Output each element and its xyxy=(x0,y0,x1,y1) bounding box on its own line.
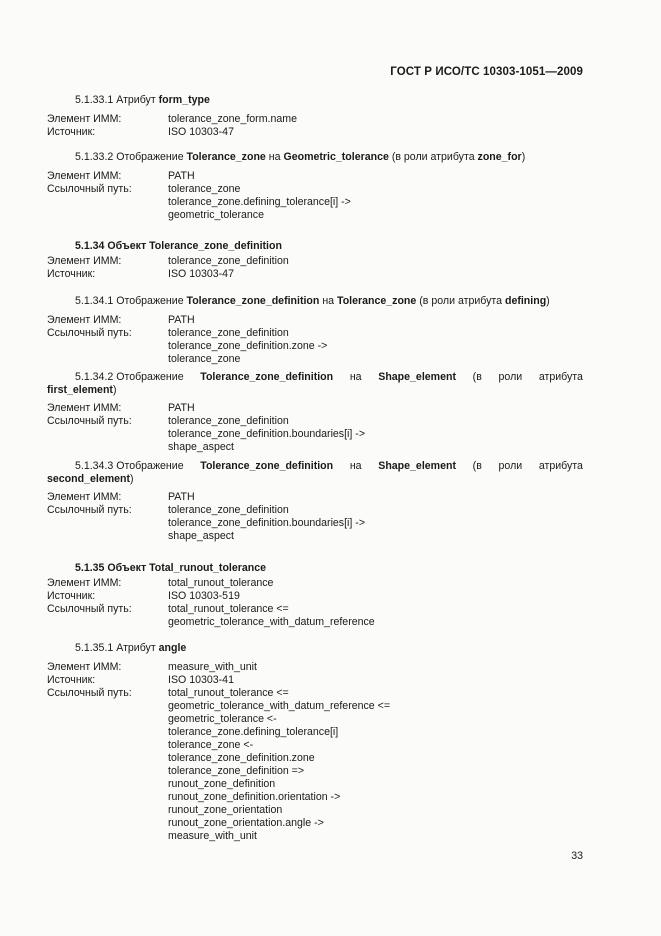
field-value: tolerance_zone.defining_tolerance[i] -> xyxy=(168,196,351,208)
field-label: Элемент ИММ: xyxy=(47,661,122,673)
section-5-1-33-1 xyxy=(47,94,583,139)
heading-text: роли xyxy=(498,371,523,383)
field-value: runout_zone_definition xyxy=(168,778,276,790)
field-row xyxy=(47,255,583,268)
field-label: Элемент ИММ: xyxy=(47,402,122,414)
field-label: Ссылочный путь: xyxy=(47,415,132,427)
field-row xyxy=(47,674,583,687)
heading-text: на xyxy=(349,371,362,383)
heading-text: ) xyxy=(130,473,134,485)
section-5-1-34 xyxy=(47,240,583,281)
heading-text: 5.1.33.1 Атрибут xyxy=(75,94,159,106)
section-heading xyxy=(47,94,583,107)
field-label: Элемент ИММ: xyxy=(47,170,122,182)
heading-attribute: first_element xyxy=(47,384,113,396)
field-label: Источник: xyxy=(47,268,96,280)
field-row xyxy=(47,170,583,183)
field-value: total_runout_tolerance <= xyxy=(168,687,289,699)
field-value: tolerance_zone_definition xyxy=(168,255,289,267)
field-value: total_runout_tolerance <= xyxy=(168,603,289,615)
heading-text: 5.1.34.1 Отображение xyxy=(75,295,187,307)
heading-text: ) xyxy=(546,295,550,307)
heading-entity: Tolerance_zone_definition xyxy=(200,371,334,383)
field-row xyxy=(47,183,583,222)
field-value: PATH xyxy=(168,491,195,503)
field-value: geometric_tolerance <- xyxy=(168,713,277,725)
field-row xyxy=(47,491,583,504)
field-value: geometric_tolerance_with_datum_reference xyxy=(168,616,375,628)
section-heading xyxy=(47,240,583,253)
field-row xyxy=(47,577,583,590)
field-label: Элемент ИММ: xyxy=(47,577,122,589)
heading-entity: angle xyxy=(158,642,187,654)
field-value: geometric_tolerance xyxy=(168,209,264,221)
field-row xyxy=(47,415,583,454)
field-row xyxy=(47,268,583,281)
heading-entity: Shape_element xyxy=(378,460,456,472)
field-label: Ссылочный путь: xyxy=(47,183,132,195)
heading-entity: Tolerance_zone xyxy=(186,151,266,163)
heading-attribute: zone_for xyxy=(477,151,522,163)
field-row xyxy=(47,327,583,366)
field-label: Элемент ИММ: xyxy=(47,113,122,125)
section-heading xyxy=(47,295,583,308)
heading-text: 5.1.34.3 Отображение xyxy=(75,460,184,472)
heading-text: на xyxy=(349,460,362,472)
heading-entity: Tolerance_zone_definition xyxy=(186,295,320,307)
heading-text: (в роли атрибута xyxy=(416,295,505,307)
field-value: tolerance_zone_definition xyxy=(168,504,289,516)
field-label: Ссылочный путь: xyxy=(47,504,132,516)
heading-text: (в роли атрибута xyxy=(388,151,478,163)
field-value: tolerance_zone xyxy=(168,183,241,195)
field-label: Ссылочный путь: xyxy=(47,603,132,615)
field-label: Элемент ИММ: xyxy=(47,491,122,503)
field-value: PATH xyxy=(168,170,195,182)
heading-text: 5.1.33.2 Отображение xyxy=(75,151,187,163)
field-value: tolerance_zone_form.name xyxy=(168,113,297,125)
heading-text: атрибута xyxy=(538,460,583,472)
field-value: runout_zone_definition.orientation -> xyxy=(168,791,341,803)
field-row xyxy=(47,687,583,843)
section-5-1-34-3 xyxy=(47,460,583,543)
section-heading xyxy=(47,642,583,655)
heading-text: 5.1.35.1 Атрибут xyxy=(75,642,159,654)
heading-title: 5.1.34 Объект Tolerance_zone_definition xyxy=(75,240,282,252)
heading-text: (в xyxy=(472,460,482,472)
field-value: shape_aspect xyxy=(168,530,234,542)
field-value: shape_aspect xyxy=(168,441,234,453)
heading-text: ) xyxy=(112,384,117,396)
section-5-1-34-2 xyxy=(47,371,583,454)
field-value: tolerance_zone_definition.boundaries[i] -> xyxy=(168,428,366,440)
field-value: tolerance_zone_definition => xyxy=(168,765,305,777)
field-value: ISO 10303-41 xyxy=(168,674,234,686)
heading-attribute: defining xyxy=(504,295,547,307)
field-value: total_runout_tolerance xyxy=(168,577,274,589)
field-row xyxy=(47,603,583,629)
section-heading-cont xyxy=(47,473,583,486)
field-value: tolerance_zone_definition.zone xyxy=(168,752,315,764)
section-heading xyxy=(47,371,583,384)
field-label: Источник: xyxy=(47,674,96,686)
heading-text: атрибута xyxy=(538,371,583,383)
heading-text: 5.1.34.2 Отображение xyxy=(75,371,184,383)
field-value: tolerance_zone_definition xyxy=(168,327,289,339)
section-heading xyxy=(47,151,583,164)
heading-entity: Shape_element xyxy=(378,371,456,383)
field-value: PATH xyxy=(168,314,195,326)
heading-entity: Tolerance_zone xyxy=(337,295,417,307)
field-value: runout_zone_orientation xyxy=(168,804,283,816)
field-value: tolerance_zone_definition.boundaries[i] -> xyxy=(168,517,366,529)
field-row xyxy=(47,402,583,415)
field-value: ISO 10303-47 xyxy=(168,268,234,280)
heading-entity: Geometric_tolerance xyxy=(283,151,389,163)
section-5-1-35 xyxy=(47,562,583,629)
field-label: Элемент ИММ: xyxy=(47,255,122,267)
field-value: PATH xyxy=(168,402,195,414)
field-value: tolerance_zone.defining_tolerance[i] xyxy=(168,726,339,738)
section-heading-cont xyxy=(47,384,583,397)
page-number: 33 xyxy=(571,850,583,862)
heading-entity: form_type xyxy=(158,94,210,106)
field-row xyxy=(47,314,583,327)
field-row xyxy=(47,590,583,603)
section-5-1-34-1 xyxy=(47,295,583,366)
heading-title: 5.1.35 Объект Total_runout_tolerance xyxy=(75,562,267,574)
heading-text: на xyxy=(265,151,284,163)
field-value: tolerance_zone <- xyxy=(168,739,254,751)
heading-text: на xyxy=(319,295,338,307)
heading-text: (в xyxy=(472,371,482,383)
field-value: measure_with_unit xyxy=(168,661,257,673)
field-value: ISO 10303-47 xyxy=(168,126,234,138)
field-value: geometric_tolerance_with_datum_reference <= xyxy=(168,700,391,712)
field-value: tolerance_zone_definition.zone -> xyxy=(168,340,328,352)
field-row xyxy=(47,661,583,674)
field-label: Источник: xyxy=(47,590,96,602)
heading-text: ) xyxy=(521,151,526,163)
heading-entity: Tolerance_zone_definition xyxy=(200,460,334,472)
section-heading xyxy=(47,460,583,473)
field-row xyxy=(47,113,583,126)
section-heading xyxy=(47,562,583,575)
section-5-1-35-1 xyxy=(47,642,583,843)
field-label: Источник: xyxy=(47,126,96,138)
field-label: Элемент ИММ: xyxy=(47,314,122,326)
field-value: runout_zone_orientation.angle -> xyxy=(168,817,324,829)
field-value: tolerance_zone xyxy=(168,353,241,365)
field-value: measure_with_unit xyxy=(168,830,257,842)
field-label: Ссылочный путь: xyxy=(47,687,132,699)
field-value: tolerance_zone_definition xyxy=(168,415,289,427)
heading-text: роли xyxy=(498,460,523,472)
document-header: ГОСТ Р ИСО/ТС 10303-1051—2009 xyxy=(390,66,583,78)
section-5-1-33-2 xyxy=(47,151,583,222)
heading-attribute: second_element xyxy=(47,473,131,485)
field-label: Ссылочный путь: xyxy=(47,327,132,339)
field-row xyxy=(47,126,583,139)
field-row xyxy=(47,504,583,543)
field-value: ISO 10303-519 xyxy=(168,590,240,602)
